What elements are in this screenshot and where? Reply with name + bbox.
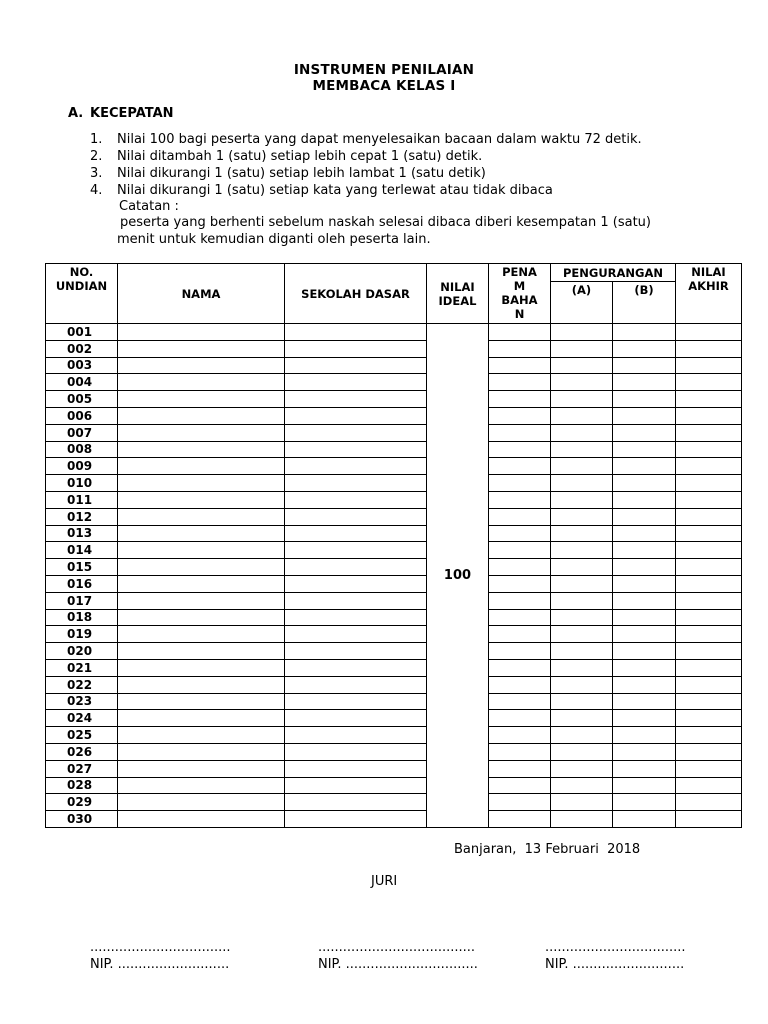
sekolah-cell — [285, 609, 427, 626]
pengurangan-a-cell — [551, 324, 613, 341]
row-number: 015 — [46, 559, 118, 576]
pengurangan-a-cell — [551, 794, 613, 811]
nama-cell — [118, 458, 285, 475]
table-row — [46, 374, 742, 391]
pengurangan-a-cell — [551, 508, 613, 525]
penambahan-cell — [489, 508, 551, 525]
penambahan-cell — [489, 559, 551, 576]
header-no-line1: NO. — [69, 265, 94, 279]
signature-line: .................................. — [545, 940, 686, 955]
table-row — [46, 743, 742, 760]
table-row — [46, 626, 742, 643]
pengurangan-a-cell — [551, 743, 613, 760]
sekolah-cell — [285, 458, 427, 475]
pengurangan-b-cell — [613, 811, 676, 828]
row-number: 011 — [46, 491, 118, 508]
rules-list — [90, 131, 642, 199]
row-number: 013 — [46, 525, 118, 542]
table-row — [46, 760, 742, 777]
table-row — [46, 676, 742, 693]
table-row — [46, 777, 742, 794]
pengurangan-a-cell — [551, 391, 613, 408]
nilai-akhir-cell — [676, 727, 742, 744]
row-number: 012 — [46, 508, 118, 525]
row-number: 022 — [46, 676, 118, 693]
pengurangan-b-cell — [613, 508, 676, 525]
table-row — [46, 559, 742, 576]
nilai-akhir-cell — [676, 324, 742, 341]
nilai-akhir-cell — [676, 374, 742, 391]
pengurangan-a-cell — [551, 626, 613, 643]
nilai-akhir-cell — [676, 811, 742, 828]
pengurangan-b-cell — [613, 710, 676, 727]
nama-cell — [118, 794, 285, 811]
sekolah-cell — [285, 559, 427, 576]
pengurangan-a-cell — [551, 693, 613, 710]
nama-cell — [118, 559, 285, 576]
header-no-line2: UNDIAN — [55, 279, 108, 293]
header-pengurangan-a: (A) — [551, 282, 613, 324]
nama-cell — [118, 727, 285, 744]
nama-cell — [118, 609, 285, 626]
nama-cell — [118, 542, 285, 559]
pengurangan-b-cell — [613, 391, 676, 408]
nilai-akhir-cell — [676, 340, 742, 357]
note-line2: menit untuk kemudian diganti oleh peserta lain. — [117, 232, 431, 247]
rule-number: 1. — [90, 132, 103, 147]
pengurangan-a-cell — [551, 441, 613, 458]
nilai-akhir-cell — [676, 760, 742, 777]
pengurangan-a-cell — [551, 710, 613, 727]
penambahan-cell — [489, 811, 551, 828]
penambahan-cell — [489, 727, 551, 744]
nilai-akhir-cell — [676, 458, 742, 475]
penambahan-cell — [489, 407, 551, 424]
rule-text: Nilai dikurangi 1 (satu) setiap kata yang terlewat atau tidak dibaca — [117, 183, 553, 198]
row-number: 028 — [46, 777, 118, 794]
penambahan-cell — [489, 391, 551, 408]
penambahan-cell — [489, 643, 551, 660]
nama-cell — [118, 693, 285, 710]
table-row — [46, 391, 742, 408]
penambahan-cell — [489, 491, 551, 508]
pengurangan-a-cell — [551, 475, 613, 492]
pengurangan-a-cell — [551, 458, 613, 475]
nilai-akhir-cell — [676, 794, 742, 811]
sekolah-cell — [285, 525, 427, 542]
row-number: 005 — [46, 391, 118, 408]
header-pengurangan: PENGURANGAN — [551, 264, 676, 282]
sekolah-cell — [285, 626, 427, 643]
penambahan-cell — [489, 458, 551, 475]
row-number: 014 — [46, 542, 118, 559]
rule-item — [90, 182, 642, 199]
sekolah-cell — [285, 760, 427, 777]
table-row — [46, 710, 742, 727]
pengurangan-a-cell — [551, 592, 613, 609]
pengurangan-a-cell — [551, 559, 613, 576]
nilai-akhir-cell — [676, 592, 742, 609]
row-number: 001 — [46, 324, 118, 341]
section-title: KECEPATAN — [90, 106, 174, 121]
sekolah-cell — [285, 391, 427, 408]
nilai-akhir-cell — [676, 659, 742, 676]
penambahan-cell — [489, 676, 551, 693]
row-number: 009 — [46, 458, 118, 475]
pengurangan-b-cell — [613, 659, 676, 676]
penambahan-cell — [489, 542, 551, 559]
pengurangan-a-cell — [551, 407, 613, 424]
penambahan-cell — [489, 424, 551, 441]
pengurangan-b-cell — [613, 407, 676, 424]
row-number: 018 — [46, 609, 118, 626]
nilai-ideal-value: 100 — [427, 324, 489, 828]
sekolah-cell — [285, 475, 427, 492]
table-row — [46, 575, 742, 592]
nama-cell — [118, 710, 285, 727]
nama-cell — [118, 676, 285, 693]
header-penambahan-line4: N — [514, 307, 525, 321]
table-row — [46, 811, 742, 828]
sekolah-cell — [285, 777, 427, 794]
table-row — [46, 508, 742, 525]
pengurangan-b-cell — [613, 609, 676, 626]
penambahan-cell — [489, 475, 551, 492]
nilai-akhir-cell — [676, 441, 742, 458]
header-penambahan — [489, 264, 551, 324]
pengurangan-a-cell — [551, 777, 613, 794]
pengurangan-a-cell — [551, 340, 613, 357]
penambahan-cell — [489, 374, 551, 391]
place-date: Banjaran, 13 Februari 2018 — [454, 842, 641, 857]
table-row — [46, 542, 742, 559]
nilai-akhir-cell — [676, 777, 742, 794]
signature-block-2 — [318, 939, 478, 973]
row-number: 026 — [46, 743, 118, 760]
pengurangan-a-cell — [551, 575, 613, 592]
pengurangan-b-cell — [613, 357, 676, 374]
nama-cell — [118, 743, 285, 760]
nilai-akhir-cell — [676, 693, 742, 710]
penambahan-cell — [489, 525, 551, 542]
pengurangan-b-cell — [613, 542, 676, 559]
nilai-akhir-cell — [676, 575, 742, 592]
pengurangan-b-cell — [613, 693, 676, 710]
nilai-akhir-cell — [676, 676, 742, 693]
sekolah-cell — [285, 407, 427, 424]
header-nilai-akhir-line2: AKHIR — [688, 279, 729, 293]
pengurangan-b-cell — [613, 559, 676, 576]
header-no-undian — [46, 264, 118, 324]
header-penambahan-line1: PENA — [502, 265, 537, 279]
table-row — [46, 727, 742, 744]
nama-cell — [118, 391, 285, 408]
pengurangan-b-cell — [613, 743, 676, 760]
table-row — [46, 491, 742, 508]
table-row — [46, 441, 742, 458]
header-sekolah-dasar: SEKOLAH DASAR — [285, 264, 427, 324]
sekolah-cell — [285, 491, 427, 508]
row-number: 021 — [46, 659, 118, 676]
pengurangan-b-cell — [613, 441, 676, 458]
row-number: 003 — [46, 357, 118, 374]
sekolah-cell — [285, 710, 427, 727]
pengurangan-a-cell — [551, 643, 613, 660]
sekolah-cell — [285, 727, 427, 744]
row-number: 010 — [46, 475, 118, 492]
pengurangan-b-cell — [613, 525, 676, 542]
signature-block-1 — [90, 939, 231, 973]
table-row — [46, 458, 742, 475]
header-nilai-ideal-line1: NILAI — [440, 279, 475, 294]
nama-cell — [118, 407, 285, 424]
penambahan-cell — [489, 324, 551, 341]
nama-cell — [118, 811, 285, 828]
table-body — [46, 324, 742, 828]
nilai-akhir-cell — [676, 743, 742, 760]
pengurangan-b-cell — [613, 458, 676, 475]
table-row — [46, 424, 742, 441]
rule-item — [90, 165, 642, 182]
nama-cell — [118, 777, 285, 794]
sekolah-cell — [285, 424, 427, 441]
sekolah-cell — [285, 676, 427, 693]
signature-line: .................................. — [90, 940, 231, 955]
pengurangan-b-cell — [613, 475, 676, 492]
signature-line: ...................................... — [318, 940, 476, 955]
table-row — [46, 693, 742, 710]
header-nilai-akhir-line1: NILAI — [691, 265, 726, 279]
sekolah-cell — [285, 542, 427, 559]
sekolah-cell — [285, 743, 427, 760]
note-label: Catatan : — [119, 199, 179, 214]
nama-cell — [118, 357, 285, 374]
penambahan-cell — [489, 794, 551, 811]
row-number: 016 — [46, 575, 118, 592]
assessment-table — [45, 263, 742, 828]
rule-number: 3. — [90, 166, 103, 181]
row-number: 002 — [46, 340, 118, 357]
row-number: 029 — [46, 794, 118, 811]
rule-number: 2. — [90, 149, 103, 164]
rule-number: 4. — [90, 183, 103, 198]
pengurangan-b-cell — [613, 643, 676, 660]
nip-line: NIP. ........................... — [545, 957, 685, 972]
row-number: 017 — [46, 592, 118, 609]
document-title-line1: INSTRUMEN PENILAIAN — [293, 62, 475, 78]
sekolah-cell — [285, 693, 427, 710]
nama-cell — [118, 592, 285, 609]
pengurangan-b-cell — [613, 727, 676, 744]
pengurangan-a-cell — [551, 676, 613, 693]
nama-cell — [118, 324, 285, 341]
row-number: 006 — [46, 407, 118, 424]
row-number: 008 — [46, 441, 118, 458]
pengurangan-b-cell — [613, 374, 676, 391]
pengurangan-a-cell — [551, 357, 613, 374]
sekolah-cell — [285, 575, 427, 592]
sekolah-cell — [285, 357, 427, 374]
nama-cell — [118, 424, 285, 441]
sekolah-cell — [285, 374, 427, 391]
nama-cell — [118, 575, 285, 592]
header-pengurangan-b: (B) — [613, 282, 676, 324]
table-row — [46, 659, 742, 676]
row-number: 023 — [46, 693, 118, 710]
section-label: A. — [68, 106, 84, 121]
pengurangan-a-cell — [551, 659, 613, 676]
table-row — [46, 794, 742, 811]
penambahan-cell — [489, 659, 551, 676]
nama-cell — [118, 508, 285, 525]
penambahan-cell — [489, 777, 551, 794]
pengurangan-a-cell — [551, 811, 613, 828]
pengurangan-a-cell — [551, 491, 613, 508]
table-row — [46, 525, 742, 542]
penambahan-cell — [489, 441, 551, 458]
penambahan-cell — [489, 743, 551, 760]
nama-cell — [118, 760, 285, 777]
sekolah-cell — [285, 811, 427, 828]
penambahan-cell — [489, 710, 551, 727]
row-number: 004 — [46, 374, 118, 391]
penambahan-cell — [489, 357, 551, 374]
nama-cell — [118, 374, 285, 391]
header-nilai-ideal — [427, 264, 489, 324]
table-row — [46, 609, 742, 626]
row-number: 027 — [46, 760, 118, 777]
pengurangan-a-cell — [551, 760, 613, 777]
header-nilai-akhir — [676, 264, 742, 324]
pengurangan-a-cell — [551, 609, 613, 626]
sekolah-cell — [285, 659, 427, 676]
pengurangan-a-cell — [551, 727, 613, 744]
header-penambahan-line2: M — [513, 279, 526, 293]
table-row — [46, 324, 742, 341]
pengurangan-b-cell — [613, 592, 676, 609]
juri-label: JURI — [371, 874, 398, 889]
nama-cell — [118, 643, 285, 660]
pengurangan-b-cell — [613, 626, 676, 643]
nilai-akhir-cell — [676, 508, 742, 525]
table-row — [46, 340, 742, 357]
pengurangan-b-cell — [613, 324, 676, 341]
pengurangan-b-cell — [613, 794, 676, 811]
sekolah-cell — [285, 508, 427, 525]
nip-line: NIP. ........................... — [90, 957, 230, 972]
nilai-akhir-cell — [676, 424, 742, 441]
nama-cell — [118, 475, 285, 492]
penambahan-cell — [489, 609, 551, 626]
nilai-akhir-cell — [676, 491, 742, 508]
nilai-akhir-cell — [676, 391, 742, 408]
section-heading — [68, 106, 174, 121]
table-row — [46, 643, 742, 660]
pengurangan-a-cell — [551, 424, 613, 441]
document-title-line2: MEMBACA KELAS I — [312, 78, 456, 94]
row-number: 020 — [46, 643, 118, 660]
nilai-akhir-cell — [676, 710, 742, 727]
sekolah-cell — [285, 643, 427, 660]
row-number: 024 — [46, 710, 118, 727]
nilai-akhir-cell — [676, 626, 742, 643]
nama-cell — [118, 491, 285, 508]
sekolah-cell — [285, 794, 427, 811]
row-number: 030 — [46, 811, 118, 828]
rule-text: Nilai 100 bagi peserta yang dapat menyelesaikan bacaan dalam waktu 72 detik. — [117, 132, 642, 147]
nilai-akhir-cell — [676, 357, 742, 374]
nama-cell — [118, 441, 285, 458]
nip-line: NIP. ................................ — [318, 957, 478, 972]
table-row — [46, 357, 742, 374]
pengurangan-b-cell — [613, 491, 676, 508]
nama-cell — [118, 659, 285, 676]
pengurangan-b-cell — [613, 777, 676, 794]
penambahan-cell — [489, 592, 551, 609]
table-row — [46, 407, 742, 424]
pengurangan-b-cell — [613, 760, 676, 777]
penambahan-cell — [489, 693, 551, 710]
nilai-akhir-cell — [676, 542, 742, 559]
sekolah-cell — [285, 441, 427, 458]
row-number: 007 — [46, 424, 118, 441]
sekolah-cell — [285, 340, 427, 357]
pengurangan-b-cell — [613, 676, 676, 693]
row-number: 019 — [46, 626, 118, 643]
nilai-akhir-cell — [676, 609, 742, 626]
pengurangan-a-cell — [551, 374, 613, 391]
note-line1: peserta yang berhenti sebelum naskah selesai dibaca diberi kesempatan 1 (satu) — [120, 215, 651, 230]
rule-item — [90, 131, 642, 148]
nama-cell — [118, 340, 285, 357]
penambahan-cell — [489, 626, 551, 643]
nilai-akhir-cell — [676, 525, 742, 542]
rule-item — [90, 148, 642, 165]
pengurangan-a-cell — [551, 525, 613, 542]
penambahan-cell — [489, 575, 551, 592]
header-nama: NAMA — [118, 264, 285, 324]
signature-block-3 — [545, 939, 686, 973]
nilai-akhir-cell — [676, 643, 742, 660]
penambahan-cell — [489, 760, 551, 777]
pengurangan-b-cell — [613, 340, 676, 357]
sekolah-cell — [285, 592, 427, 609]
sekolah-cell — [285, 324, 427, 341]
rule-text: Nilai dikurangi 1 (satu) setiap lebih lambat 1 (satu detik) — [117, 166, 486, 181]
nilai-akhir-cell — [676, 559, 742, 576]
penambahan-cell — [489, 340, 551, 357]
nama-cell — [118, 525, 285, 542]
header-nilai-ideal-line2: IDEAL — [438, 293, 477, 308]
pengurangan-b-cell — [613, 575, 676, 592]
nilai-akhir-cell — [676, 407, 742, 424]
row-number: 025 — [46, 727, 118, 744]
table-row — [46, 475, 742, 492]
nilai-akhir-cell — [676, 475, 742, 492]
pengurangan-a-cell — [551, 542, 613, 559]
rule-text: Nilai ditambah 1 (satu) setiap lebih cepat 1 (satu) detik. — [117, 149, 483, 164]
pengurangan-b-cell — [613, 424, 676, 441]
table-row — [46, 592, 742, 609]
nama-cell — [118, 626, 285, 643]
header-penambahan-line3: BAHA — [501, 293, 538, 307]
